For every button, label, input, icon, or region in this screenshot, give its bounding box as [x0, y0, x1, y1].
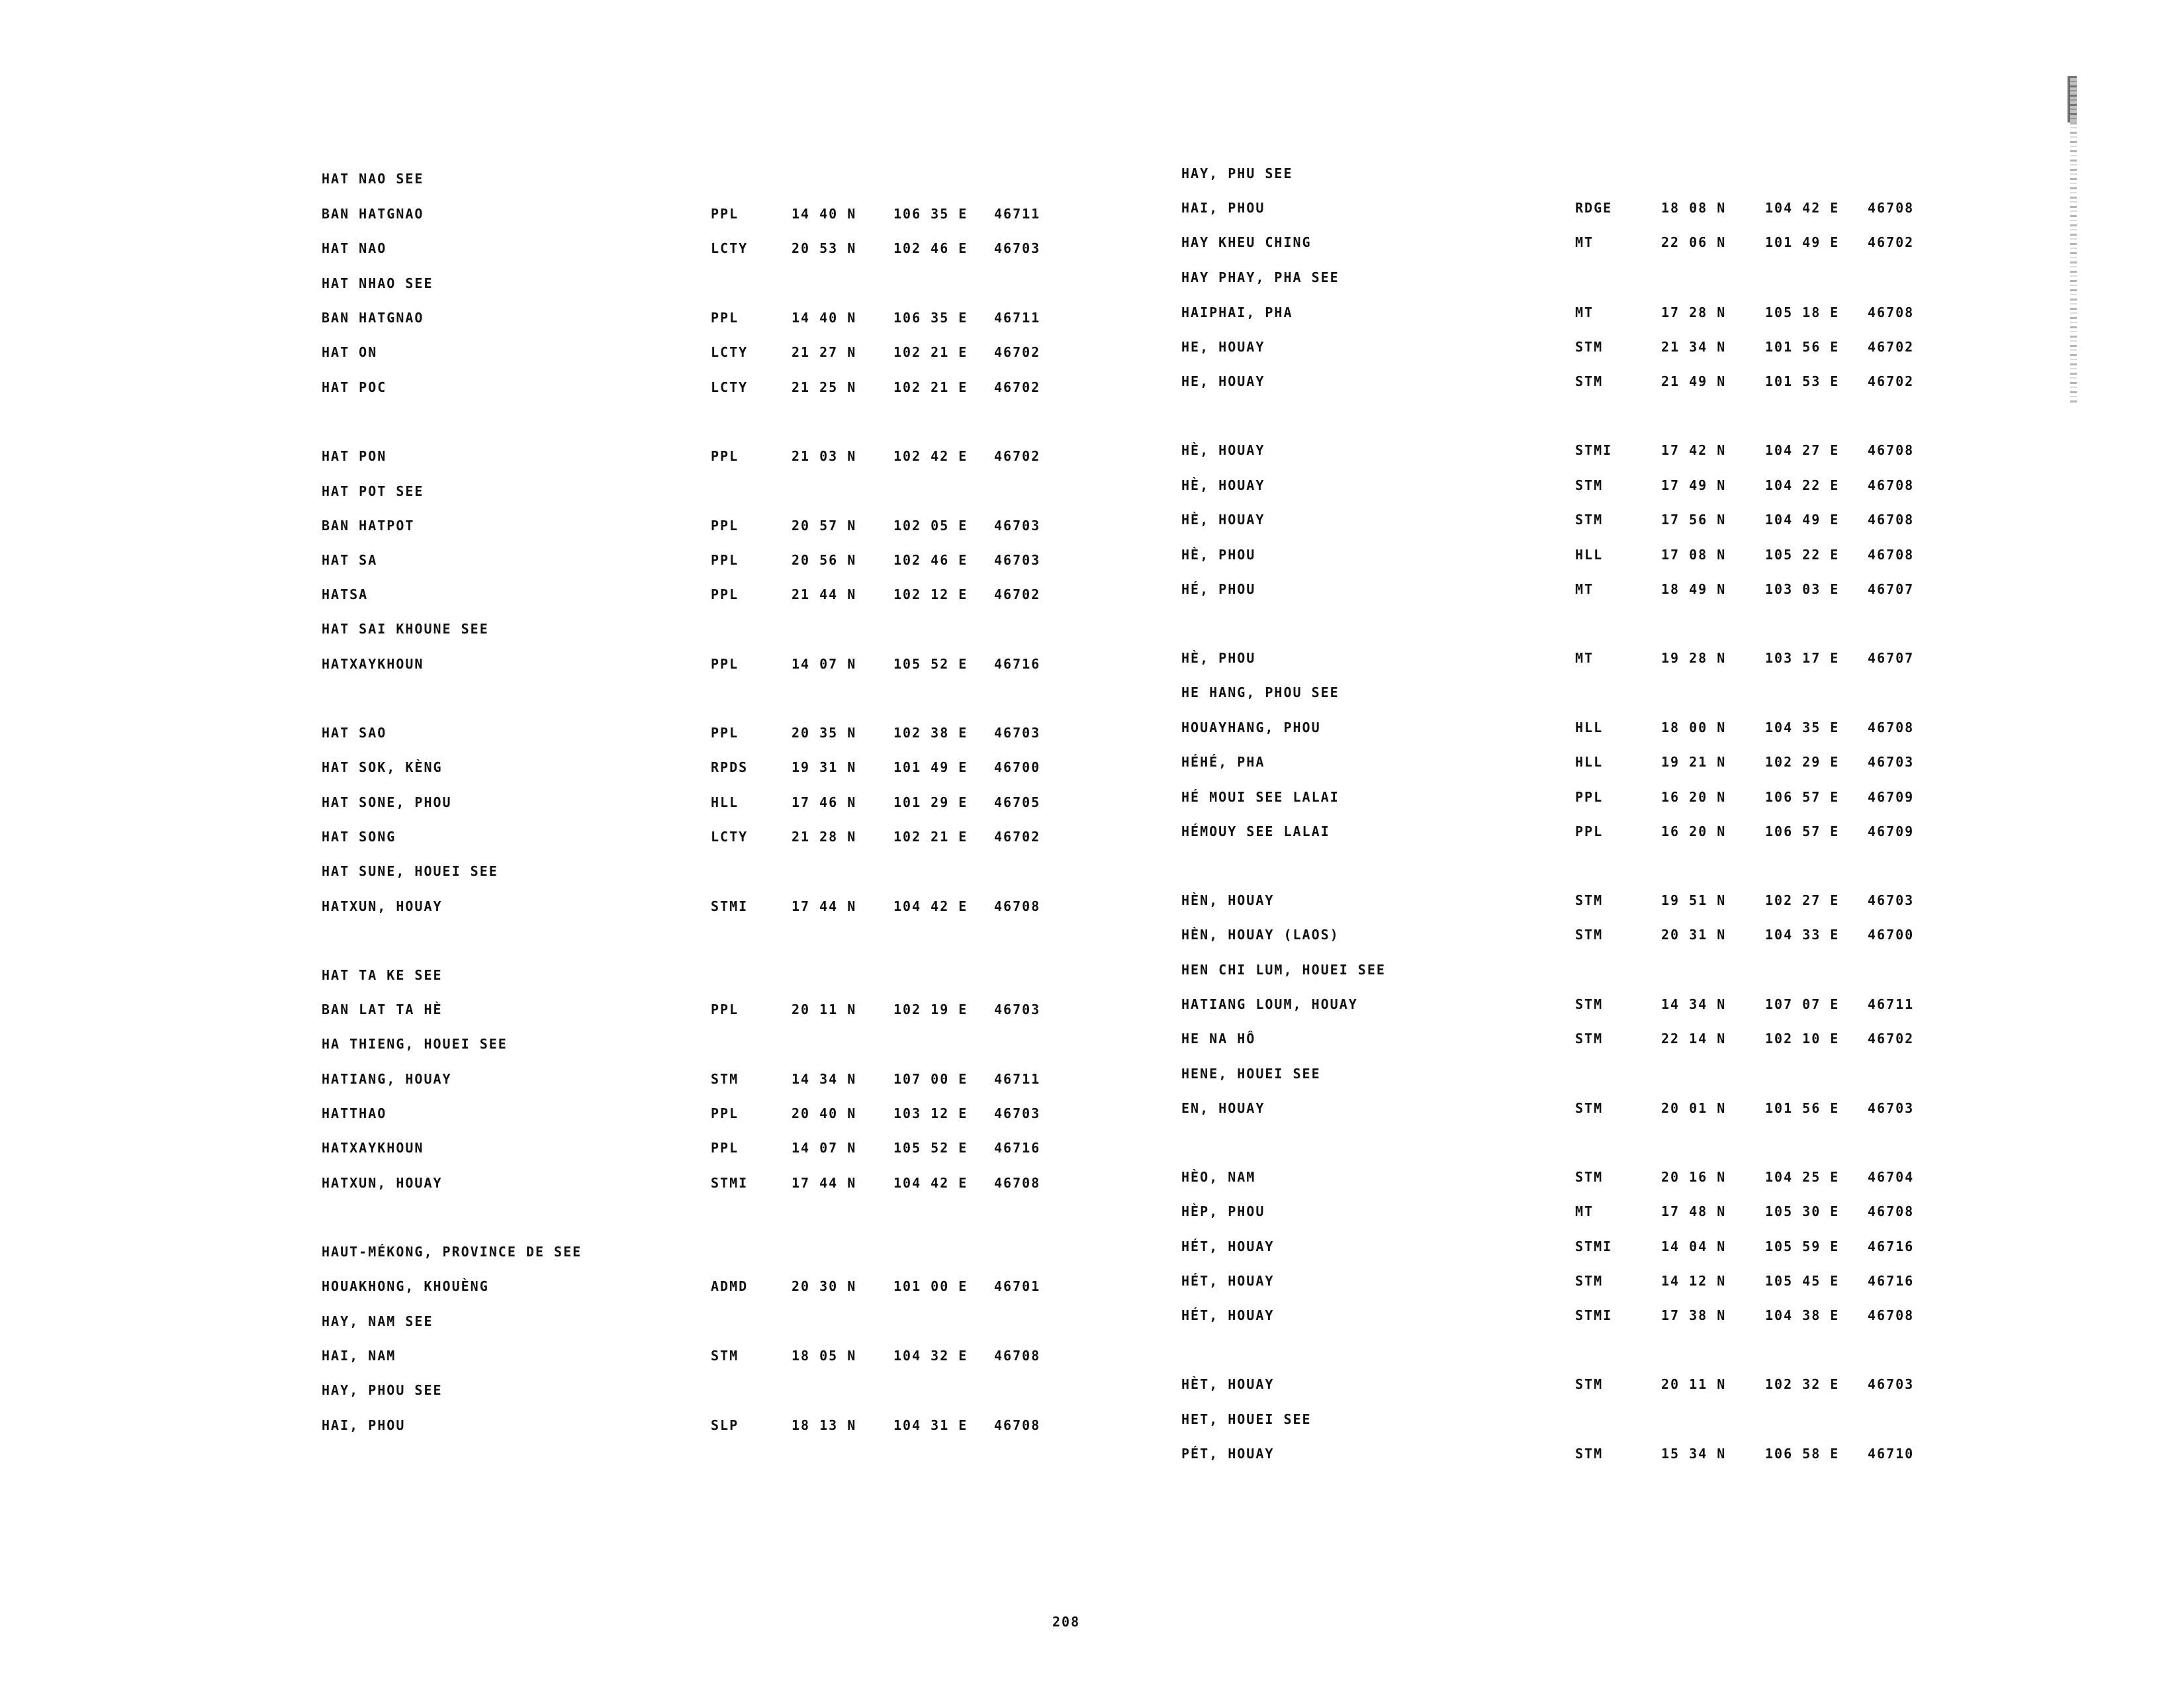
- latitude: 14 04 N: [1661, 1239, 1727, 1254]
- feature-designation: STM: [1575, 339, 1604, 355]
- sheet-number: 46707: [1868, 581, 1915, 597]
- place-name: HAY, PHOU SEE: [322, 1382, 443, 1398]
- feature-designation: STM: [1575, 1446, 1604, 1462]
- sheet-number: 46709: [1868, 789, 1915, 805]
- place-name: BAN HATPOT: [322, 518, 415, 534]
- feature-designation: STM: [1575, 1273, 1604, 1289]
- longitude: 104 27 E: [1765, 442, 1840, 458]
- feature-designation: PPL: [711, 518, 739, 534]
- latitude: 19 31 N: [792, 759, 857, 775]
- latitude: 14 40 N: [792, 310, 857, 326]
- longitude: 102 21 E: [893, 344, 968, 360]
- place-name: BAN HATGNAO: [322, 310, 424, 326]
- place-name: HAIPHAI, PHA: [1181, 305, 1293, 320]
- longitude: 104 42 E: [1765, 200, 1840, 216]
- latitude: 21 28 N: [792, 829, 857, 845]
- sheet-number: 46711: [994, 206, 1041, 222]
- longitude: 104 33 E: [1765, 927, 1840, 943]
- sheet-number: 46708: [1868, 442, 1915, 458]
- place-name: HE, HOUAY: [1181, 373, 1265, 389]
- sheet-number: 46708: [994, 1348, 1041, 1364]
- longitude: 102 46 E: [893, 552, 968, 568]
- place-name: HE, HOUAY: [1181, 339, 1265, 355]
- latitude: 21 03 N: [792, 448, 857, 464]
- longitude: 102 32 E: [1765, 1376, 1840, 1392]
- latitude: 21 44 N: [792, 586, 857, 602]
- feature-designation: STM: [1575, 927, 1604, 943]
- feature-designation: HLL: [1575, 547, 1604, 563]
- latitude: 14 07 N: [792, 1140, 857, 1156]
- place-name: HAT NAO: [322, 240, 387, 256]
- sheet-number: 46708: [1868, 200, 1915, 216]
- page-number: 208: [1052, 1614, 1081, 1630]
- latitude: 16 20 N: [1661, 789, 1727, 805]
- feature-designation: RDGE: [1575, 200, 1613, 216]
- feature-designation: LCTY: [711, 379, 749, 395]
- place-name: HAY, NAM SEE: [322, 1313, 433, 1329]
- feature-designation: STM: [1575, 1100, 1604, 1116]
- place-name: HÈ, HOUAY: [1181, 442, 1265, 458]
- latitude: 19 51 N: [1661, 892, 1727, 908]
- longitude: 103 03 E: [1765, 581, 1840, 597]
- place-name: HAT PON: [322, 448, 387, 464]
- feature-designation: STMI: [1575, 1239, 1613, 1254]
- longitude: 107 00 E: [893, 1071, 968, 1087]
- latitude: 20 40 N: [792, 1105, 857, 1121]
- place-name: HATIANG, HOUAY: [322, 1071, 452, 1087]
- feature-designation: STM: [1575, 996, 1604, 1012]
- feature-designation: ADMD: [711, 1278, 749, 1294]
- longitude: 105 52 E: [893, 1140, 968, 1156]
- place-name: HAT SONE, PHOU: [322, 794, 452, 810]
- sheet-number: 46702: [994, 448, 1041, 464]
- latitude: 22 14 N: [1661, 1031, 1727, 1047]
- place-name: HAUT-MÉKONG, PROVINCE DE SEE: [322, 1244, 582, 1260]
- longitude: 102 05 E: [893, 518, 968, 534]
- latitude: 17 38 N: [1661, 1307, 1727, 1323]
- sheet-number: 46708: [1868, 1203, 1915, 1219]
- sheet-number: 46703: [1868, 892, 1915, 908]
- longitude: 104 35 E: [1765, 720, 1840, 735]
- feature-designation: PPL: [711, 552, 739, 568]
- sheet-number: 46702: [994, 379, 1041, 395]
- longitude: 106 57 E: [1765, 789, 1840, 805]
- feature-designation: PPL: [711, 1140, 739, 1156]
- latitude: 19 28 N: [1661, 650, 1727, 666]
- feature-designation: PPL: [711, 1002, 739, 1017]
- sheet-number: 46710: [1868, 1446, 1915, 1462]
- longitude: 106 58 E: [1765, 1446, 1840, 1462]
- latitude: 18 05 N: [792, 1348, 857, 1364]
- longitude: 102 46 E: [893, 240, 968, 256]
- feature-designation: STM: [1575, 1031, 1604, 1047]
- place-name: HAT NHAO SEE: [322, 275, 433, 291]
- longitude: 101 56 E: [1765, 1100, 1840, 1116]
- place-name: HÉT, HOUAY: [1181, 1239, 1275, 1254]
- latitude: 17 48 N: [1661, 1203, 1727, 1219]
- feature-designation: SLP: [711, 1417, 739, 1433]
- latitude: 20 11 N: [792, 1002, 857, 1017]
- place-name: HATXAYKHOUN: [322, 656, 424, 672]
- sheet-number: 46703: [994, 518, 1041, 534]
- latitude: 18 13 N: [792, 1417, 857, 1433]
- place-name: HAT SOK, KÈNG: [322, 759, 443, 775]
- sheet-number: 46708: [994, 898, 1041, 914]
- longitude: 105 59 E: [1765, 1239, 1840, 1254]
- latitude: 22 06 N: [1661, 234, 1727, 250]
- sheet-number: 46708: [1868, 512, 1915, 528]
- place-name: HÉMOUY SEE LALAI: [1181, 823, 1330, 839]
- sheet-number: 46703: [1868, 1376, 1915, 1392]
- latitude: 21 34 N: [1661, 339, 1727, 355]
- longitude: 101 49 E: [893, 759, 968, 775]
- latitude: 18 08 N: [1661, 200, 1727, 216]
- latitude: 17 08 N: [1661, 547, 1727, 563]
- feature-designation: HLL: [1575, 720, 1604, 735]
- longitude: 106 35 E: [893, 310, 968, 326]
- sheet-number: 46703: [994, 240, 1041, 256]
- feature-designation: STM: [1575, 373, 1604, 389]
- latitude: 15 34 N: [1661, 1446, 1727, 1462]
- sheet-number: 46708: [994, 1175, 1041, 1191]
- feature-designation: MT: [1575, 1203, 1594, 1219]
- latitude: 18 00 N: [1661, 720, 1727, 735]
- longitude: 104 42 E: [893, 1175, 968, 1191]
- place-name: HATXUN, HOUAY: [322, 898, 443, 914]
- sheet-number: 46711: [994, 310, 1041, 326]
- longitude: 102 19 E: [893, 1002, 968, 1017]
- latitude: 16 20 N: [1661, 823, 1727, 839]
- place-name: HAI, PHOU: [322, 1417, 406, 1433]
- longitude: 101 56 E: [1765, 339, 1840, 355]
- feature-designation: STM: [711, 1348, 739, 1364]
- place-name: HAY PHAY, PHA SEE: [1181, 269, 1340, 285]
- feature-designation: HLL: [711, 794, 739, 810]
- feature-designation: STMI: [711, 1175, 749, 1191]
- sheet-number: 46708: [1868, 1307, 1915, 1323]
- latitude: 17 44 N: [792, 898, 857, 914]
- place-name: HEN CHI LUM, HOUEI SEE: [1181, 962, 1386, 978]
- longitude: 102 42 E: [893, 448, 968, 464]
- latitude: 17 28 N: [1661, 305, 1727, 320]
- place-name: HAT TA KE SEE: [322, 967, 443, 983]
- place-name: HATSA: [322, 586, 369, 602]
- sheet-number: 46702: [1868, 373, 1915, 389]
- place-name: HÈN, HOUAY: [1181, 892, 1275, 908]
- latitude: 14 07 N: [792, 656, 857, 672]
- sheet-number: 46701: [994, 1278, 1041, 1294]
- longitude: 105 18 E: [1765, 305, 1840, 320]
- longitude: 104 38 E: [1765, 1307, 1840, 1323]
- place-name: HOUAKHONG, KHOUÈNG: [322, 1278, 489, 1294]
- place-name: HÉ, PHOU: [1181, 581, 1256, 597]
- feature-designation: RPDS: [711, 759, 749, 775]
- place-name: HAT SAO: [322, 725, 387, 741]
- place-name: HÈ, PHOU: [1181, 650, 1256, 666]
- feature-designation: STM: [1575, 1376, 1604, 1392]
- longitude: 101 29 E: [893, 794, 968, 810]
- place-name: HAT POT SEE: [322, 483, 424, 499]
- sheet-number: 46708: [1868, 720, 1915, 735]
- longitude: 101 00 E: [893, 1278, 968, 1294]
- place-name: HÉT, HOUAY: [1181, 1307, 1275, 1323]
- feature-designation: PPL: [711, 310, 739, 326]
- feature-designation: MT: [1575, 234, 1594, 250]
- feature-designation: PPL: [711, 206, 739, 222]
- feature-designation: STM: [1575, 1169, 1604, 1185]
- place-name: HATXAYKHOUN: [322, 1140, 424, 1156]
- feature-designation: STM: [711, 1071, 739, 1087]
- place-name: HA THIENG, HOUEI SEE: [322, 1036, 508, 1052]
- place-name: HÉT, HOUAY: [1181, 1273, 1275, 1289]
- longitude: 102 21 E: [893, 829, 968, 845]
- sheet-number: 46702: [994, 344, 1041, 360]
- feature-designation: STM: [1575, 892, 1604, 908]
- latitude: 14 34 N: [1661, 996, 1727, 1012]
- sheet-number: 46702: [1868, 234, 1915, 250]
- sheet-number: 46708: [1868, 305, 1915, 320]
- sheet-number: 46711: [994, 1071, 1041, 1087]
- latitude: 14 12 N: [1661, 1273, 1727, 1289]
- longitude: 104 32 E: [893, 1348, 968, 1364]
- longitude: 104 31 E: [893, 1417, 968, 1433]
- place-name: HAI, NAM: [322, 1348, 396, 1364]
- feature-designation: MT: [1575, 650, 1594, 666]
- longitude: 105 52 E: [893, 656, 968, 672]
- longitude: 105 45 E: [1765, 1273, 1840, 1289]
- longitude: 103 17 E: [1765, 650, 1840, 666]
- longitude: 102 10 E: [1765, 1031, 1840, 1047]
- longitude: 102 21 E: [893, 379, 968, 395]
- feature-designation: MT: [1575, 581, 1594, 597]
- place-name: HÈT, HOUAY: [1181, 1376, 1275, 1392]
- longitude: 103 12 E: [893, 1105, 968, 1121]
- feature-designation: PPL: [711, 656, 739, 672]
- feature-designation: STMI: [711, 898, 749, 914]
- place-name: BAN HATGNAO: [322, 206, 424, 222]
- place-name: HAY, PHU SEE: [1181, 165, 1293, 181]
- scan-edge-noise: [2070, 76, 2077, 404]
- place-name: BAN LAT TA HÈ: [322, 1002, 443, 1017]
- longitude: 106 35 E: [893, 206, 968, 222]
- feature-designation: HLL: [1575, 754, 1604, 770]
- sheet-number: 46711: [1868, 996, 1915, 1012]
- feature-designation: PPL: [1575, 789, 1604, 805]
- sheet-number: 46703: [1868, 1100, 1915, 1116]
- feature-designation: PPL: [711, 586, 739, 602]
- place-name: HAT NAO SEE: [322, 171, 424, 187]
- longitude: 102 29 E: [1765, 754, 1840, 770]
- sheet-number: 46704: [1868, 1169, 1915, 1185]
- sheet-number: 46716: [1868, 1239, 1915, 1254]
- longitude: 106 57 E: [1765, 823, 1840, 839]
- latitude: 14 40 N: [792, 206, 857, 222]
- place-name: HAT SAI KHOUNE SEE: [322, 621, 489, 637]
- latitude: 20 11 N: [1661, 1376, 1727, 1392]
- place-name: HAT SA: [322, 552, 378, 568]
- longitude: 105 30 E: [1765, 1203, 1840, 1219]
- place-name: HÈO, NAM: [1181, 1169, 1256, 1185]
- feature-designation: PPL: [1575, 823, 1604, 839]
- feature-designation: PPL: [711, 1105, 739, 1121]
- longitude: 104 49 E: [1765, 512, 1840, 528]
- longitude: 102 38 E: [893, 725, 968, 741]
- sheet-number: 46716: [994, 1140, 1041, 1156]
- longitude: 102 27 E: [1765, 892, 1840, 908]
- sheet-number: 46702: [1868, 1031, 1915, 1047]
- place-name: HAT SUNE, HOUEI SEE: [322, 863, 498, 879]
- sheet-number: 46709: [1868, 823, 1915, 839]
- sheet-number: 46703: [994, 552, 1041, 568]
- feature-designation: PPL: [711, 448, 739, 464]
- place-name: HAT ON: [322, 344, 378, 360]
- latitude: 21 49 N: [1661, 373, 1727, 389]
- sheet-number: 46702: [994, 586, 1041, 602]
- feature-designation: STMI: [1575, 442, 1613, 458]
- latitude: 20 30 N: [792, 1278, 857, 1294]
- feature-designation: MT: [1575, 305, 1594, 320]
- longitude: 104 22 E: [1765, 477, 1840, 493]
- longitude: 105 22 E: [1765, 547, 1840, 563]
- place-name: HÉ MOUI SEE LALAI: [1181, 789, 1340, 805]
- sheet-number: 46716: [994, 656, 1041, 672]
- place-name: HÈ, HOUAY: [1181, 477, 1265, 493]
- place-name: HAY KHEU CHING: [1181, 234, 1312, 250]
- place-name: HÈ, HOUAY: [1181, 512, 1265, 528]
- sheet-number: 46703: [1868, 754, 1915, 770]
- place-name: PÉT, HOUAY: [1181, 1446, 1275, 1462]
- latitude: 17 56 N: [1661, 512, 1727, 528]
- latitude: 19 21 N: [1661, 754, 1727, 770]
- sheet-number: 46703: [994, 725, 1041, 741]
- latitude: 20 01 N: [1661, 1100, 1727, 1116]
- place-name: HATXUN, HOUAY: [322, 1175, 443, 1191]
- sheet-number: 46716: [1868, 1273, 1915, 1289]
- place-name: EN, HOUAY: [1181, 1100, 1265, 1116]
- latitude: 18 49 N: [1661, 581, 1727, 597]
- sheet-number: 46702: [994, 829, 1041, 845]
- longitude: 107 07 E: [1765, 996, 1840, 1012]
- place-name: HENE, HOUEI SEE: [1181, 1066, 1321, 1082]
- feature-designation: LCTY: [711, 240, 749, 256]
- latitude: 20 35 N: [792, 725, 857, 741]
- latitude: 21 27 N: [792, 344, 857, 360]
- latitude: 20 53 N: [792, 240, 857, 256]
- feature-designation: PPL: [711, 725, 739, 741]
- latitude: 17 46 N: [792, 794, 857, 810]
- place-name: HÈN, HOUAY (LAOS): [1181, 927, 1340, 943]
- place-name: HAT POC: [322, 379, 387, 395]
- feature-designation: STM: [1575, 477, 1604, 493]
- place-name: HET, HOUEI SEE: [1181, 1411, 1312, 1427]
- latitude: 21 25 N: [792, 379, 857, 395]
- feature-designation: STMI: [1575, 1307, 1613, 1323]
- latitude: 20 31 N: [1661, 927, 1727, 943]
- sheet-number: 46700: [1868, 927, 1915, 943]
- longitude: 101 49 E: [1765, 234, 1840, 250]
- place-name: HAT SONG: [322, 829, 396, 845]
- sheet-number: 46708: [1868, 547, 1915, 563]
- place-name: HE HANG, PHOU SEE: [1181, 684, 1340, 700]
- place-name: HOUAYHANG, PHOU: [1181, 720, 1321, 735]
- place-name: HÉHÉ, PHA: [1181, 754, 1265, 770]
- latitude: 17 42 N: [1661, 442, 1727, 458]
- sheet-number: 46705: [994, 794, 1041, 810]
- latitude: 20 57 N: [792, 518, 857, 534]
- latitude: 17 44 N: [792, 1175, 857, 1191]
- place-name: HE NA HÔ: [1181, 1031, 1256, 1047]
- longitude: 104 25 E: [1765, 1169, 1840, 1185]
- place-name: HAI, PHOU: [1181, 200, 1265, 216]
- sheet-number: 46707: [1868, 650, 1915, 666]
- latitude: 20 16 N: [1661, 1169, 1727, 1185]
- sheet-number: 46708: [1868, 477, 1915, 493]
- sheet-number: 46702: [1868, 339, 1915, 355]
- longitude: 101 53 E: [1765, 373, 1840, 389]
- latitude: 20 56 N: [792, 552, 857, 568]
- latitude: 17 49 N: [1661, 477, 1727, 493]
- sheet-number: 46703: [994, 1002, 1041, 1017]
- place-name: HÈ, PHOU: [1181, 547, 1256, 563]
- place-name: HATTHAO: [322, 1105, 387, 1121]
- longitude: 104 42 E: [893, 898, 968, 914]
- sheet-number: 46700: [994, 759, 1041, 775]
- sheet-number: 46708: [994, 1417, 1041, 1433]
- place-name: HÈP, PHOU: [1181, 1203, 1265, 1219]
- latitude: 14 34 N: [792, 1071, 857, 1087]
- longitude: 102 12 E: [893, 586, 968, 602]
- feature-designation: LCTY: [711, 344, 749, 360]
- sheet-number: 46703: [994, 1105, 1041, 1121]
- feature-designation: STM: [1575, 512, 1604, 528]
- feature-designation: LCTY: [711, 829, 749, 845]
- place-name: HATIANG LOUM, HOUAY: [1181, 996, 1358, 1012]
